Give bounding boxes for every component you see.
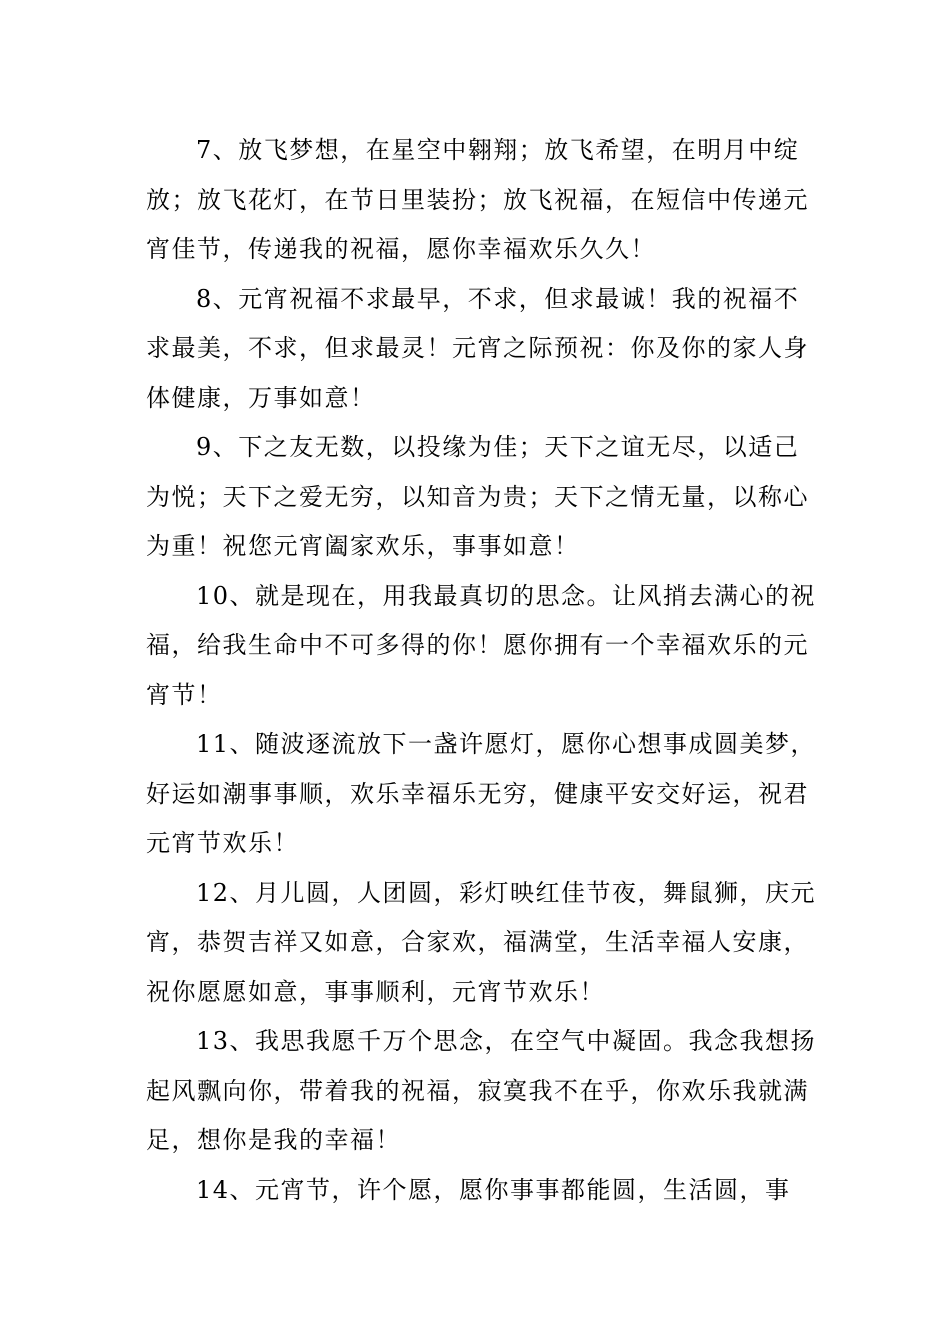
paragraph-12: 12、月儿圆，人团圆，彩灯映红佳节夜，舞鼠狮，庆元宵，恭贺吉祥又如意，合家欢，福满堂，生活幸福人安康，祝你愿愿如意，事事顺利，元宵节欢乐！ [146,878,817,1006]
paragraph-8: 8、元宵祝福不求最早，不求，但求最诚！我的祝福不求最美，不求，但求最灵！元宵之际预祝：你及你的家人身体健康，万事如意！ [146,284,809,412]
paragraph-10: 10、就是现在，用我最真切的思念。让风捎去满心的祝福，给我生命中不可多得的你！愿你拥有一个幸福欢乐的元宵节！ [146,581,817,709]
body-text [146,126,818,1215]
paragraph-13: 13、我思我愿千万个思念，在空气中凝固。我念我想扬起风飘向你，带着我的祝福，寂寞我不在乎，你欢乐我就满足，想你是我的幸福！ [146,1027,817,1154]
paragraph-7: 7、放飞梦想，在星空中翱翔；放飞希望，在明月中绽放；放飞花灯，在节日里装扮；放飞祝福，在短信中传递元宵佳节，传递我的祝福，愿你幸福欢乐久久！ [146,136,809,263]
paragraph-11: 11、随波逐流放下一盏许愿灯，愿你心想事成圆美梦，好运如潮事事顺，欢乐幸福乐无穷，健康平安交好运，祝君元宵节欢乐！ [146,730,817,857]
paragraph-14: 14、元宵节，许个愿，愿你事事都能圆，生活圆，事 [196,1175,791,1204]
paragraph-9: 9、下之友无数，以投缘为佳；天下之谊无尽，以适己为悦；天下之爱无穷，以知音为贵；天下之情无量，以称心为重！祝您元宵阖家欢乐，事事如意！ [146,433,809,560]
